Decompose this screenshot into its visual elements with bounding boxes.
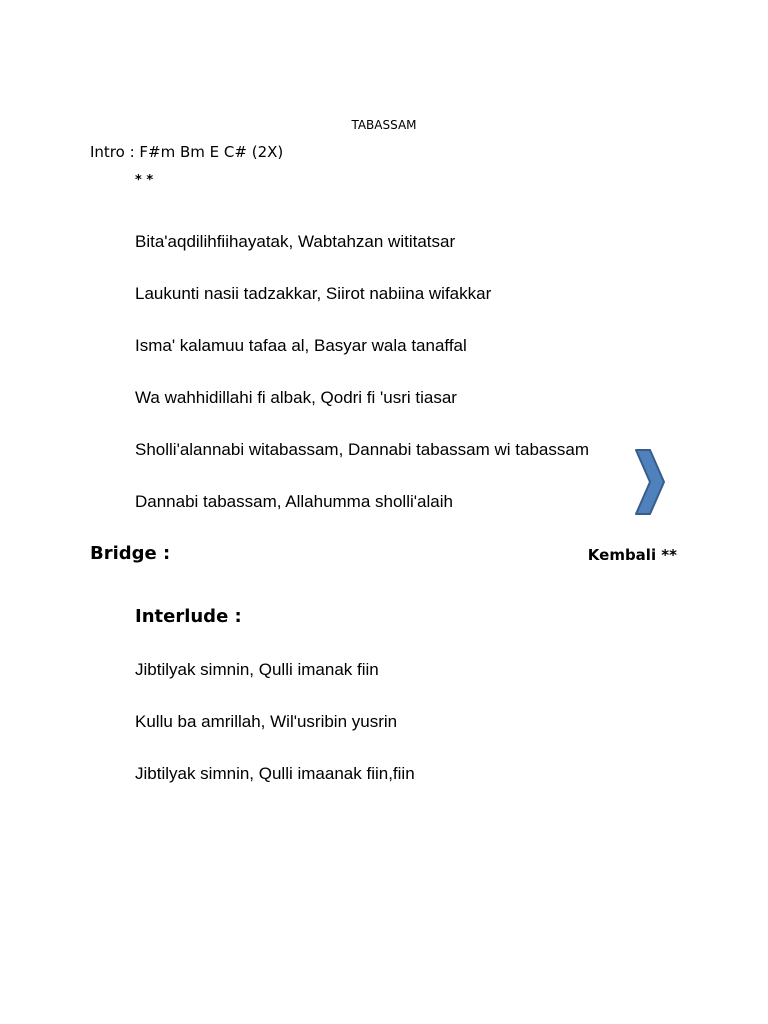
verse-line: Sholli'alannabi witabassam, Dannabi tabassam wi tabassam xyxy=(135,440,589,459)
bridge-heading: Bridge : xyxy=(90,543,171,564)
interlude-line: Jibtilyak simnin, Qulli imaanak fiin,fiin xyxy=(135,764,415,783)
interlude-line: Kullu ba amrillah, Wil'usribin yusrin xyxy=(135,712,398,731)
verse-line: Laukunti nasii tadzakkar, Siirot nabiina wifakkar xyxy=(135,284,492,303)
return-note: Kembali ** xyxy=(587,546,677,564)
intro-chords: Intro : F#m Bm E C# (2X) xyxy=(90,143,284,161)
chevron-right-icon xyxy=(632,446,668,518)
verse-line: Bita'aqdilihfiihayatak, Wabtahzan wititatsar xyxy=(135,232,456,251)
song-title: TABASSAM xyxy=(351,118,417,132)
repeat-marker: * * xyxy=(135,173,154,188)
verse-line: Dannabi tabassam, Allahumma sholli'alaih xyxy=(135,492,453,511)
verse-line: Isma' kalamuu tafaa al, Basyar wala tanaffal xyxy=(135,336,467,355)
interlude-line: Jibtilyak simnin, Qulli imanak fiin xyxy=(135,660,379,679)
interlude-heading: Interlude : xyxy=(135,606,242,627)
verse-line: Wa wahhidillahi fi albak, Qodri fi 'usri tiasar xyxy=(135,388,457,407)
